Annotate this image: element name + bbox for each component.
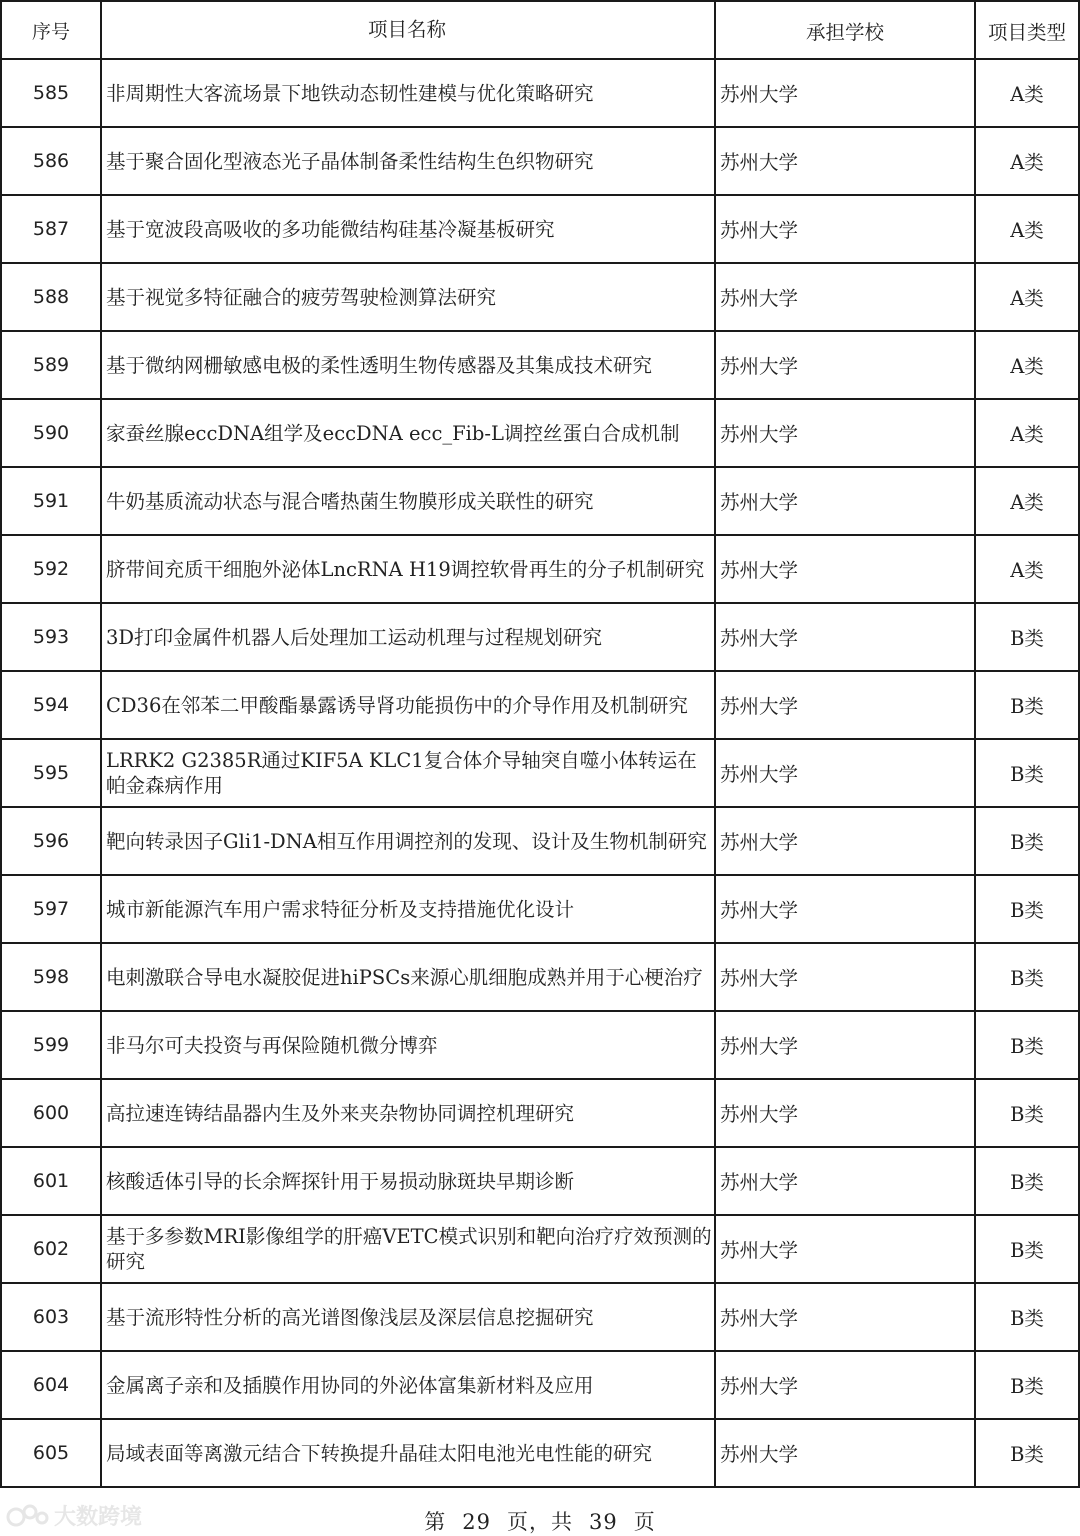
- cell-project-name: 非马尔可夫投资与再保险随机微分博弈: [101, 1011, 715, 1079]
- cell-project-type: A类: [975, 535, 1079, 603]
- table-row: [1, 467, 1079, 535]
- table-row: [1, 875, 1079, 943]
- cell-project-type: A类: [975, 127, 1079, 195]
- cell-project-name: 基于聚合固化型液态光子晶体制备柔性结构生色织物研究: [101, 127, 715, 195]
- table-header-row: [1, 1, 1079, 59]
- cell-project-type: A类: [975, 399, 1079, 467]
- cell-school: 苏州大学: [715, 1351, 975, 1419]
- cell-project-name: 金属离子亲和及插膜作用协同的外泌体富集新材料及应用: [101, 1351, 715, 1419]
- cell-project-name: 脐带间充质干细胞外泌体LncRNA H19调控软骨再生的分子机制研究: [101, 535, 715, 603]
- cell-school: 苏州大学: [715, 739, 975, 807]
- cell-school: 苏州大学: [715, 875, 975, 943]
- table-row: [1, 59, 1079, 127]
- cell-project-name: 基于微纳网栅敏感电极的柔性透明生物传感器及其集成技术研究: [101, 331, 715, 399]
- footer-mid: 页，共: [507, 1510, 573, 1534]
- table-row: [1, 1011, 1079, 1079]
- cell-project-type: B类: [975, 603, 1079, 671]
- cell-school: 苏州大学: [715, 1283, 975, 1351]
- header-project-name: 项目名称: [101, 1, 715, 59]
- cell-school: 苏州大学: [715, 1011, 975, 1079]
- cell-project-type: B类: [975, 875, 1079, 943]
- cell-index: 592: [1, 535, 101, 603]
- cell-project-type: B类: [975, 1147, 1079, 1215]
- cell-school: 苏州大学: [715, 807, 975, 875]
- footer-suffix: 页: [633, 1510, 656, 1534]
- table-row: [1, 1147, 1079, 1215]
- cell-index: 600: [1, 1079, 101, 1147]
- cell-school: 苏州大学: [715, 467, 975, 535]
- header-index: 序号: [1, 1, 101, 59]
- cell-project-type: B类: [975, 739, 1079, 807]
- cell-index: 585: [1, 59, 101, 127]
- cell-school: 苏州大学: [715, 1215, 975, 1283]
- cell-project-name: CD36在邻苯二甲酸酯暴露诱导肾功能损伤中的介导作用及机制研究: [101, 671, 715, 739]
- table-row: [1, 807, 1079, 875]
- cell-project-type: B类: [975, 943, 1079, 1011]
- cell-project-name: 电刺激联合导电水凝胶促进hiPSCs来源心肌细胞成熟并用于心梗治疗: [101, 943, 715, 1011]
- cell-project-name: 局域表面等离激元结合下转换提升晶硅太阳电池光电性能的研究: [101, 1419, 715, 1487]
- table-row: [1, 603, 1079, 671]
- cell-school: 苏州大学: [715, 195, 975, 263]
- cell-project-type: B类: [975, 1419, 1079, 1487]
- table-row: [1, 1283, 1079, 1351]
- table-row: [1, 671, 1079, 739]
- cell-project-name: 牛奶基质流动状态与混合嗜热菌生物膜形成关联性的研究: [101, 467, 715, 535]
- cell-project-name: LRRK2 G2385R通过KIF5A KLC1复合体介导轴突自噬小体转运在帕金森病作用: [101, 739, 715, 807]
- cell-project-type: B类: [975, 1351, 1079, 1419]
- cell-project-type: A类: [975, 59, 1079, 127]
- table-row: [1, 943, 1079, 1011]
- cell-index: 587: [1, 195, 101, 263]
- cell-project-type: A类: [975, 467, 1079, 535]
- table-row: [1, 399, 1079, 467]
- table-row: [1, 1351, 1079, 1419]
- table-row: [1, 1079, 1079, 1147]
- table-row: [1, 535, 1079, 603]
- cell-index: 590: [1, 399, 101, 467]
- table-body: [1, 59, 1079, 1487]
- cell-index: 601: [1, 1147, 101, 1215]
- logo-icon: [6, 1502, 50, 1530]
- watermark: [6, 1500, 142, 1531]
- cell-index: 603: [1, 1283, 101, 1351]
- cell-project-name: 高拉速连铸结晶器内生及外来夹杂物协同调控机理研究: [101, 1079, 715, 1147]
- cell-project-type: B类: [975, 1011, 1079, 1079]
- footer-prefix: 第: [424, 1510, 447, 1534]
- cell-index: 594: [1, 671, 101, 739]
- table-row: [1, 739, 1079, 807]
- cell-project-name: 家蚕丝腺eccDNA组学及eccDNA ecc_Fib-L调控丝蛋白合成机制: [101, 399, 715, 467]
- table-row: [1, 127, 1079, 195]
- cell-index: 599: [1, 1011, 101, 1079]
- table-row: [1, 1215, 1079, 1283]
- table-row: [1, 263, 1079, 331]
- cell-project-name: 核酸适体引导的长余辉探针用于易损动脉斑块早期诊断: [101, 1147, 715, 1215]
- cell-school: 苏州大学: [715, 59, 975, 127]
- cell-index: 602: [1, 1215, 101, 1283]
- cell-index: 595: [1, 739, 101, 807]
- table-row: [1, 1419, 1079, 1487]
- cell-project-name: 靶向转录因子Gli1-DNA相互作用调控剂的发现、设计及生物机制研究: [101, 807, 715, 875]
- cell-index: 596: [1, 807, 101, 875]
- cell-index: 589: [1, 331, 101, 399]
- cell-school: 苏州大学: [715, 1419, 975, 1487]
- cell-index: 605: [1, 1419, 101, 1487]
- cell-school: 苏州大学: [715, 263, 975, 331]
- cell-project-name: 基于多参数MRI影像组学的肝癌VETC模式识别和靶向治疗疗效预测的研究: [101, 1215, 715, 1283]
- cell-school: 苏州大学: [715, 671, 975, 739]
- cell-school: 苏州大学: [715, 1079, 975, 1147]
- cell-project-type: B类: [975, 1283, 1079, 1351]
- cell-index: 604: [1, 1351, 101, 1419]
- footer-page-total: 39: [589, 1510, 618, 1534]
- cell-index: 591: [1, 467, 101, 535]
- table-row: [1, 331, 1079, 399]
- cell-school: 苏州大学: [715, 127, 975, 195]
- header-school: 承担学校: [715, 1, 975, 59]
- cell-index: 593: [1, 603, 101, 671]
- cell-project-type: B类: [975, 1079, 1079, 1147]
- cell-project-type: B类: [975, 807, 1079, 875]
- cell-project-name: 基于宽波段高吸收的多功能微结构硅基冷凝基板研究: [101, 195, 715, 263]
- cell-project-name: 基于流形特性分析的高光谱图像浅层及深层信息挖掘研究: [101, 1283, 715, 1351]
- cell-project-type: A类: [975, 195, 1079, 263]
- footer-page-number: 29: [462, 1510, 491, 1534]
- cell-project-type: B类: [975, 1215, 1079, 1283]
- page-footer: [0, 1506, 1080, 1536]
- cell-index: 588: [1, 263, 101, 331]
- cell-project-type: B类: [975, 671, 1079, 739]
- cell-project-name: 城市新能源汽车用户需求特征分析及支持措施优化设计: [101, 875, 715, 943]
- cell-school: 苏州大学: [715, 603, 975, 671]
- cell-index: 597: [1, 875, 101, 943]
- cell-school: 苏州大学: [715, 399, 975, 467]
- cell-project-type: A类: [975, 263, 1079, 331]
- cell-project-name: 3D打印金属件机器人后处理加工运动机理与过程规划研究: [101, 603, 715, 671]
- cell-index: 586: [1, 127, 101, 195]
- cell-project-name: 非周期性大客流场景下地铁动态韧性建模与优化策略研究: [101, 59, 715, 127]
- header-project-type: 项目类型: [975, 1, 1079, 59]
- cell-school: 苏州大学: [715, 535, 975, 603]
- table-row: [1, 195, 1079, 263]
- watermark-text: 大数跨境: [54, 1505, 143, 1530]
- cell-index: 598: [1, 943, 101, 1011]
- cell-project-name: 基于视觉多特征融合的疲劳驾驶检测算法研究: [101, 263, 715, 331]
- cell-project-type: A类: [975, 331, 1079, 399]
- cell-school: 苏州大学: [715, 1147, 975, 1215]
- cell-school: 苏州大学: [715, 331, 975, 399]
- cell-school: 苏州大学: [715, 943, 975, 1011]
